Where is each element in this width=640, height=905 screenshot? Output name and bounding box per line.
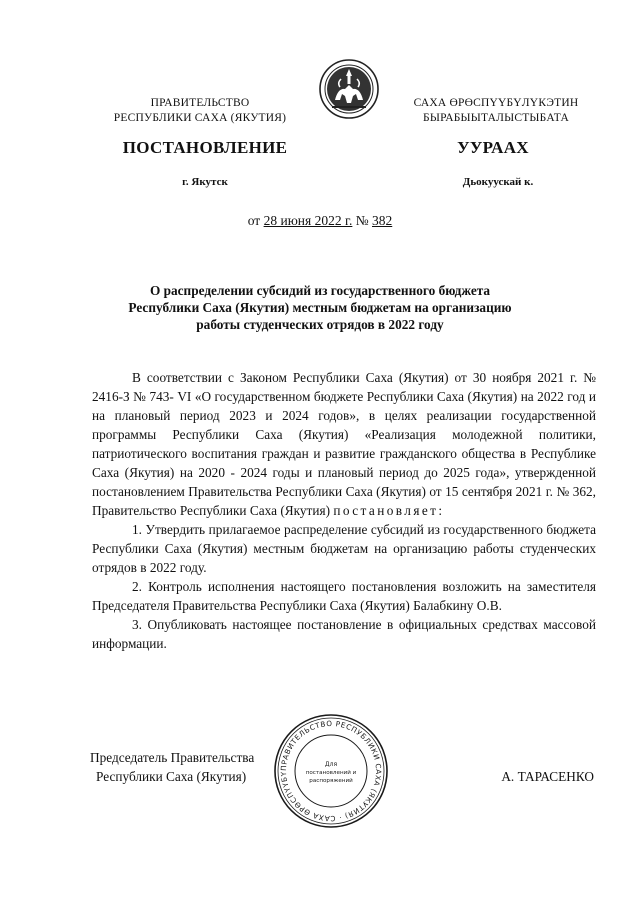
document-type-sakha: УУРААХ [457,138,529,157]
seal-inner-line2: постановлений и [305,770,357,776]
city-ru: г. Якутск [182,176,228,188]
preamble-text: В соответствии с Законом Республики Саха (Якутия) от 30 ноября 2021 г. № 2416-З № 743- VI «О государственном бюджете Республики Саха (Якутия) на 2022 год и на плановый период 2023 и 2024 годов», в целях реализации государственной программы Республики Саха (Якутия) «Реализация молодежной политики, патриотического воспитания граждан и развитие гражданского общества в Республике Саха (Якутия) на 2020 - 2024 годы и плановый период до 2025 года», утвержденной постановлением Правительства Республики Саха (Якутия) от 15 сентября 2021 г. № 362, Правительство Республики Саха (Якутия) [92,370,596,518]
body-item-3: 3. Опубликовать настоящее постановление в официальных средствах массовой информации. [92,617,596,651]
body-item-1: 1. Утвердить прилагаемое распределение субсидий из государственного бюджета Республики Саха (Якутия) местным бюджетам на организацию работы студенческих отрядов в 2022 году. [92,522,596,575]
document-date: 28 июня 2022 г. [263,213,353,228]
document-subject [60,282,580,333]
signatory-name: А. ТАРАСЕНКО [501,769,594,784]
issuer-left-line1: ПРАВИТЕЛЬСТВО [150,97,250,109]
issuer-right-line1: САХА ӨРӨСПҮҮБҮЛҮКЭТИН [413,97,579,109]
seal-inner-line3: распоряжений [309,778,353,784]
official-seal [272,712,390,830]
decree-word: постановляет: [333,503,445,518]
issuer-left-line2: РЕСПУБЛИКИ САХА (ЯКУТИЯ) [113,112,287,124]
position-line1: Председатель Правительства [90,750,255,765]
seal-inner-line1: Для [324,761,338,768]
number-sign: № [355,213,369,228]
body-preamble [92,368,596,520]
issuer-left [90,96,310,126]
coat-of-arms-emblem [318,58,380,120]
subject-line2: Республики Саха (Якутия) местным бюджетам на организацию [128,300,512,315]
subject-line3: работы студенческих отрядов в 2022 году [196,317,444,332]
document-type-ru: ПОСТАНОВЛЕНИЕ [122,138,288,157]
document-body [92,368,596,653]
city-sakha: Дьокуускай к. [462,176,534,188]
subject-line1: О распределении субсидий из государственного бюджета [149,283,491,298]
signatory-position [90,748,290,786]
document-number: 382 [372,213,393,228]
date-prefix: от [247,213,261,228]
issuer-right-line2: БЫРАБЫЫТАЛЫСТЫБАТА [423,112,569,124]
issuer-right [386,96,606,126]
date-line [0,213,640,229]
position-line2: Республики Саха (Якутия) [96,769,247,784]
seal-ring-text: ПРАВИТЕЛЬСТВО РЕСПУБЛИКИ САХА (ЯКУТИЯ) · САХА ӨРӨСПҮҮБҮ [278,718,384,824]
body-item-2: 2. Контроль исполнения настоящего постановления возложить на заместителя Председателя Правительства Республики Саха (Якутия) Балабкину О.В. [92,579,596,613]
